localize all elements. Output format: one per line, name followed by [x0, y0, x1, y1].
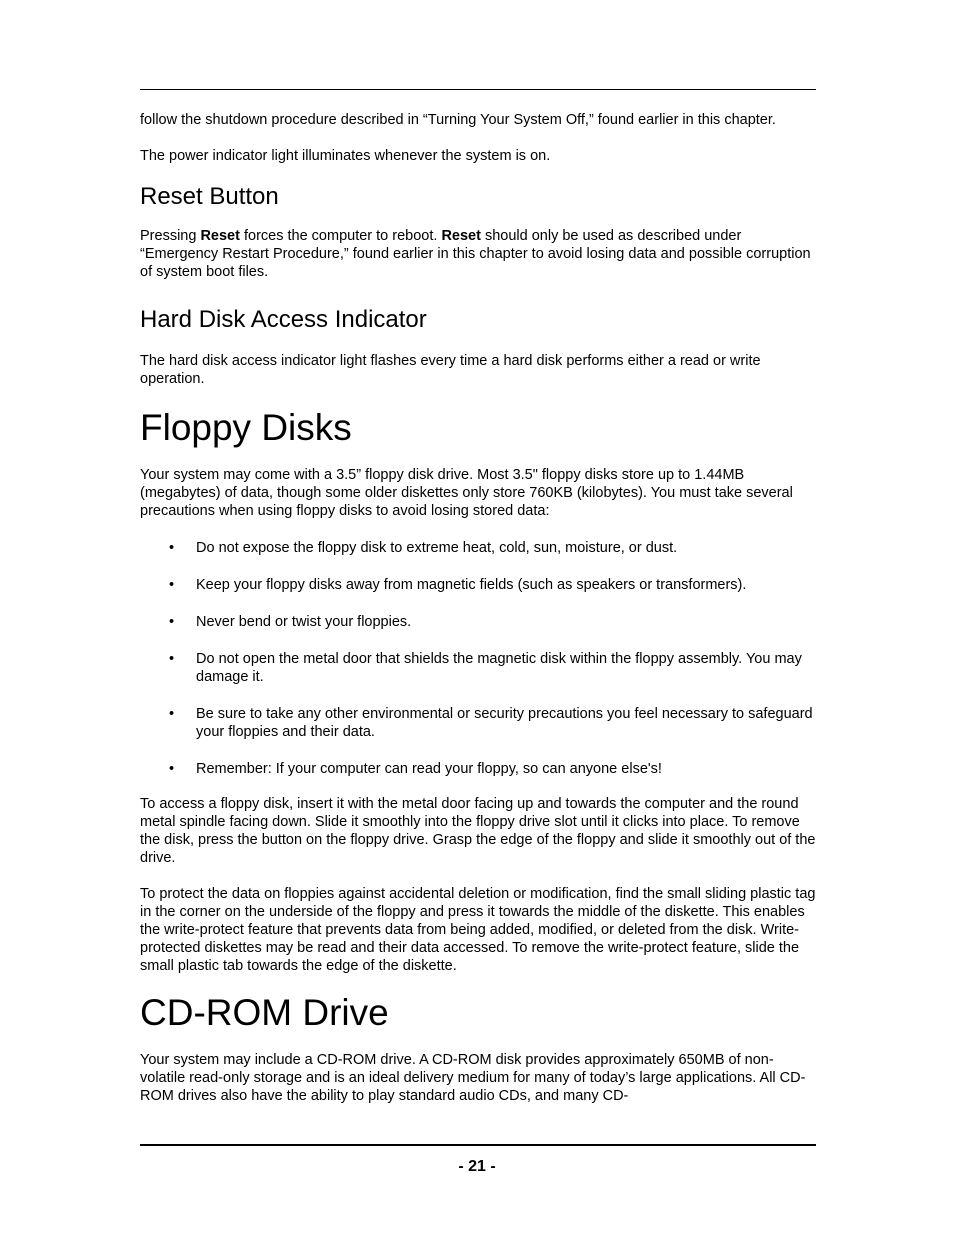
- list-item: • Keep your floppy disks away from magnetic fields (such as speakers or transformers).: [169, 577, 747, 593]
- list-item: • Remember: If your computer can read your floppy, so can anyone else's!: [169, 761, 662, 777]
- bullet-icon: •: [169, 651, 175, 667]
- reset-bold-2: Reset: [441, 228, 481, 244]
- floppy-access-paragraph: To access a floppy disk, insert it with the metal door facing up and towards the computer and the round metal spindle facing down. Slide it smoothly into the floppy drive slot until it clicks into place. To remove the disk, press the button on the floppy drive. Grasp the edge of the floppy and slide it smoothly out of the drive.: [140, 796, 816, 866]
- footer-rule: [140, 1144, 816, 1146]
- page-number: - 21 -: [458, 1158, 496, 1175]
- bullet-icon: •: [169, 706, 175, 722]
- reset-paragraph: Pressing Reset forces the computer to reboot. Reset should only be used as described under “Emergency Restart Procedure,” found earlier in this chapter to avoid losing data and possible corruption of system boot files.: [140, 228, 811, 280]
- floppy-write-protect-paragraph: To protect the data on floppies against accidental deletion or modification, find the small sliding plastic tag in the corner on the underside of the floppy and press it towards the middle of the diskette. This enables the write-protect feature that prevents data from being added, modified, or deleted from the disk. Write-protected diskettes may be read and their data accessed. To remove the write-protect feature, slide the small plastic tab towards the edge of the diskette.: [140, 886, 816, 974]
- bullet-icon: •: [169, 614, 175, 630]
- bullet-icon: •: [169, 540, 175, 556]
- reset-bold-1: Reset: [200, 228, 240, 244]
- heading-floppy-disks: Floppy Disks: [140, 407, 352, 448]
- bullet-icon: •: [169, 577, 175, 593]
- intro-paragraph-shutdown: follow the shutdown procedure described in “Turning Your System Off,” found earlier in this chapter.: [140, 112, 776, 128]
- intro-paragraph-power-light: The power indicator light illuminates whenever the system is on.: [140, 148, 551, 164]
- bullet-icon: •: [169, 761, 175, 777]
- heading-cd-rom-drive: CD-ROM Drive: [140, 992, 389, 1033]
- hdd-paragraph: The hard disk access indicator light flashes every time a hard disk performs either a read or write operation.: [140, 353, 761, 387]
- floppy-intro-paragraph: Your system may come with a 3.5” floppy disk drive. Most 3.5" floppy disks store up to 1.44MB (megabytes) of data, though some older diskettes only store 760KB (kilobytes). You must take several precautions when using floppy disks to avoid losing stored data:: [140, 467, 793, 519]
- list-item: • Do not expose the floppy disk to extreme heat, cold, sun, moisture, or dust.: [169, 540, 678, 556]
- header-rule: [140, 89, 816, 90]
- floppy-precautions-list: [140, 539, 816, 778]
- list-item: • Be sure to take any other environmental or security precautions you feel necessary to safeguard your floppies and their data.: [169, 706, 813, 740]
- list-item: • Do not open the metal door that shields the magnetic disk within the floppy assembly. You may damage it.: [169, 651, 802, 685]
- list-item: • Never bend or twist your floppies.: [169, 614, 412, 630]
- page-content: [140, 111, 816, 1105]
- heading-reset-button: Reset Button: [140, 183, 279, 210]
- cdrom-paragraph: Your system may include a CD-ROM drive. A CD-ROM disk provides approximately 650MB of non-volatile read-only storage and is an ideal delivery medium for many of today’s large applications. All CD-ROM drives also have the ability to play standard audio CDs, and many CD-: [140, 1052, 806, 1104]
- heading-hard-disk-indicator: Hard Disk Access Indicator: [140, 306, 427, 333]
